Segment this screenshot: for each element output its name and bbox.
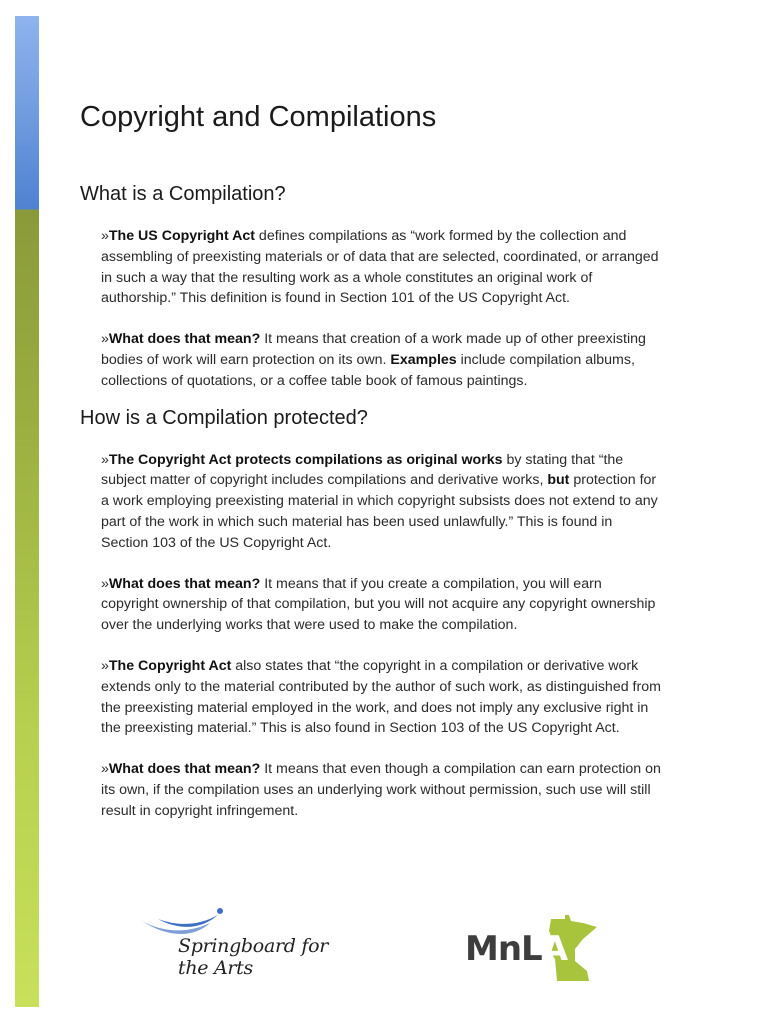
- bullet-marker: »: [101, 575, 109, 592]
- paragraph-text: also states that “the copyright in a compilation or derivative work extends only to the material contributed by the author of such work, as distinguished from the preexisting material employed in the work, and does not imply any exclusive right in the preexisting material.” This is also found in Section 103 of the US Copyright Act.: [101, 657, 661, 737]
- bold-lead: The Copyright Act protects compilations as original works: [108, 451, 503, 468]
- section-heading: How is a Compilation protected?: [80, 406, 368, 429]
- section-what-is: [80, 180, 680, 392]
- bold-lead: The US Copyright Act: [108, 228, 255, 244]
- mnla-logo: [465, 915, 600, 985]
- bold-lead: What does that mean?: [108, 575, 261, 592]
- paragraph-text: It means that if you create a compilation, you will earn copyright ownership of that compilation, but you will not acquire any copyright ownership over the underlying works that were used to make the compilation.: [101, 575, 656, 634]
- bold-inline: but: [547, 472, 570, 489]
- paragraph-text: protection for a work employing preexisting material in which copyright subsists does not extend to any part of the work in which such material has been used unlawfully.” This is found in Section 103 of the US Copyright Act.: [101, 472, 658, 551]
- springboard-wordmark: Springboard for the Arts: [178, 935, 329, 979]
- paragraph: [101, 329, 661, 391]
- paragraph: [101, 759, 661, 821]
- bullet-marker: »: [101, 228, 109, 244]
- footer-logos: [140, 905, 610, 985]
- paragraph: [101, 226, 661, 309]
- bold-lead: The Copyright Act: [108, 657, 232, 674]
- bold-lead: What does that mean?: [108, 331, 261, 348]
- bullet-marker: »: [101, 331, 109, 348]
- paragraph-text: by stating that “the subject matter of copyright includes compilations and derivative works,: [101, 451, 624, 489]
- mnla-wordmark: [465, 929, 567, 969]
- mnla-prefix: MnL: [465, 929, 542, 969]
- paragraph-text: include compilation albums, collections of quotations, or a coffee table book of famous paintings.: [101, 351, 635, 389]
- bullet-marker: »: [101, 657, 109, 674]
- side-color-bar: [15, 16, 39, 1007]
- paragraph: [101, 574, 661, 636]
- paragraph-text: It means that even though a compilation can earn protection on its own, if the compilation uses an underlying work without permission, such use will still result in copyright infringement.: [101, 761, 661, 819]
- paragraph-text: It means that creation of a work made up of other preexisting bodies of work will earn protection on its own.: [101, 331, 646, 368]
- bold-inline: Examples: [390, 351, 457, 368]
- section-how-protected: [80, 404, 680, 822]
- bold-lead: What does that mean?: [108, 761, 261, 778]
- paragraph: [101, 450, 661, 554]
- mnla-suffix: A: [541, 929, 568, 969]
- bullet-marker: »: [101, 451, 109, 468]
- document-body: [80, 96, 680, 842]
- bullet-marker: »: [101, 761, 109, 778]
- page-title: Copyright and Compilations: [80, 101, 437, 133]
- springboard-logo: [140, 905, 350, 981]
- section-heading: What is a Compilation?: [80, 183, 286, 205]
- paragraph: [101, 656, 661, 739]
- paragraph-text: defines compilations as “work formed by the collection and assembling of preexisting materials or of data that are selected, coordinated, or arranged in such a way that the resulting work as a whole constitutes an original work of authorship.” This definition is found in Section 101 of the US Copyright Act.: [101, 228, 659, 307]
